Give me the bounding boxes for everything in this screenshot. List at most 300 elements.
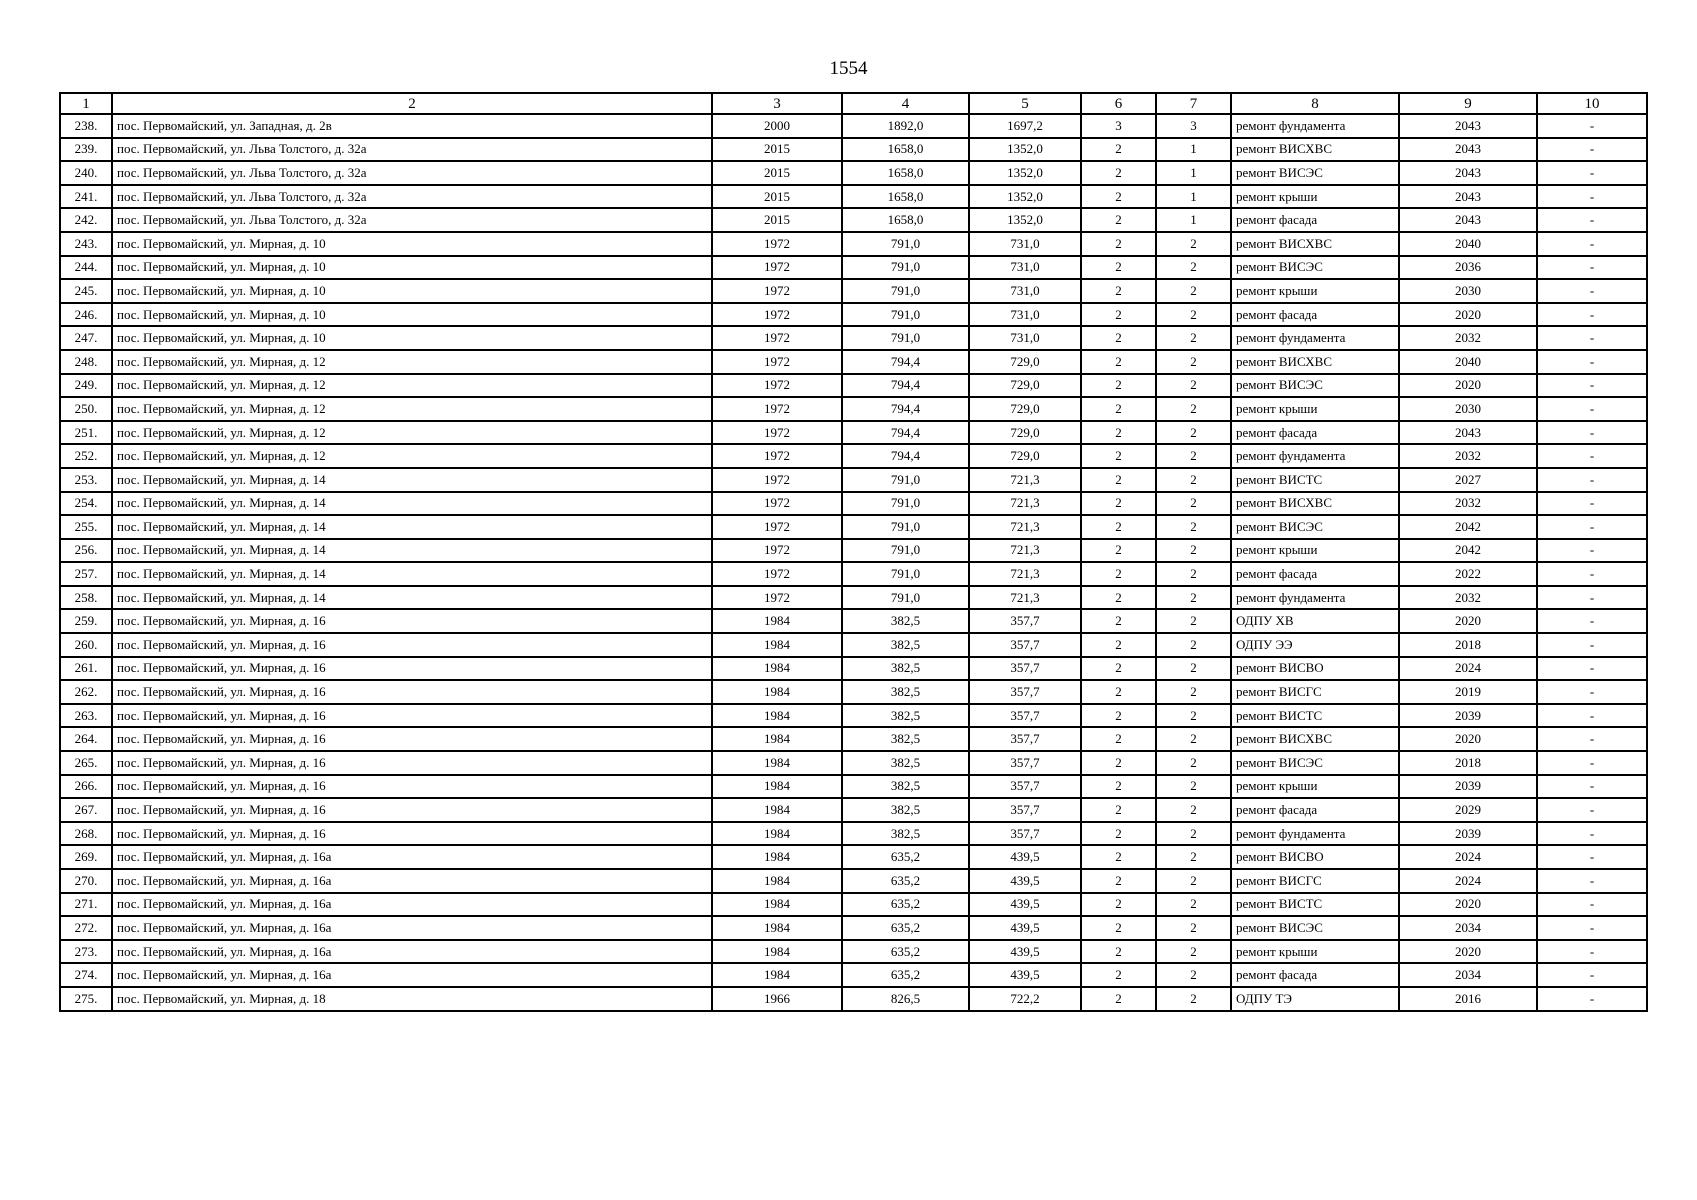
- row-number-cell: 253.: [60, 468, 112, 492]
- total-area-cell: 1658,0: [842, 185, 969, 209]
- total-area-cell: 791,0: [842, 539, 969, 563]
- living-area-cell: 721,3: [969, 492, 1081, 516]
- row-number-cell: 262.: [60, 680, 112, 704]
- note-cell: -: [1537, 987, 1647, 1011]
- address-cell: пос. Первомайский, ул. Мирная, д. 12: [112, 397, 712, 421]
- note-cell: -: [1537, 869, 1647, 893]
- work-type-cell: ремонт фундамента: [1231, 822, 1399, 846]
- row-number-cell: 240.: [60, 161, 112, 185]
- living-area-cell: 439,5: [969, 845, 1081, 869]
- living-area-cell: 357,7: [969, 680, 1081, 704]
- living-area-cell: 357,7: [969, 822, 1081, 846]
- total-area-cell: 1658,0: [842, 161, 969, 185]
- address-cell: пос. Первомайский, ул. Мирная, д. 14: [112, 515, 712, 539]
- row-number-cell: 242.: [60, 208, 112, 232]
- work-type-cell: ремонт ВИСТС: [1231, 468, 1399, 492]
- entrances-cell: 2: [1156, 326, 1231, 350]
- planned-year-cell: 2024: [1399, 845, 1537, 869]
- work-type-cell: ремонт крыши: [1231, 185, 1399, 209]
- row-number-cell: 241.: [60, 185, 112, 209]
- year-cell: 1972: [712, 539, 842, 563]
- living-area-cell: 729,0: [969, 374, 1081, 398]
- address-cell: пос. Первомайский, ул. Мирная, д. 16: [112, 657, 712, 681]
- table-row: [60, 987, 1647, 1011]
- work-type-cell: ремонт фундамента: [1231, 326, 1399, 350]
- total-area-cell: 1658,0: [842, 208, 969, 232]
- address-cell: пос. Первомайский, ул. Мирная, д. 16: [112, 633, 712, 657]
- floors-cell: 2: [1081, 680, 1156, 704]
- total-area-cell: 382,5: [842, 822, 969, 846]
- address-cell: пос. Первомайский, ул. Мирная, д. 12: [112, 374, 712, 398]
- address-cell: пос. Первомайский, ул. Мирная, д. 16: [112, 822, 712, 846]
- table-row: [60, 539, 1647, 563]
- living-area-cell: 731,0: [969, 326, 1081, 350]
- year-cell: 2000: [712, 114, 842, 138]
- living-area-cell: 729,0: [969, 350, 1081, 374]
- year-cell: 1984: [712, 869, 842, 893]
- address-cell: пос. Первомайский, ул. Мирная, д. 16: [112, 798, 712, 822]
- work-type-cell: ремонт фасада: [1231, 208, 1399, 232]
- address-cell: пос. Первомайский, ул. Мирная, д. 12: [112, 350, 712, 374]
- planned-year-cell: 2024: [1399, 869, 1537, 893]
- row-number-cell: 243.: [60, 232, 112, 256]
- planned-year-cell: 2042: [1399, 515, 1537, 539]
- total-area-cell: 794,4: [842, 397, 969, 421]
- work-type-cell: ремонт ВИСТС: [1231, 704, 1399, 728]
- entrances-cell: 2: [1156, 940, 1231, 964]
- planned-year-cell: 2040: [1399, 232, 1537, 256]
- column-number-row: [60, 93, 1647, 114]
- planned-year-cell: 2018: [1399, 633, 1537, 657]
- entrances-cell: 2: [1156, 562, 1231, 586]
- address-cell: пос. Первомайский, ул. Мирная, д. 10: [112, 326, 712, 350]
- note-cell: -: [1537, 208, 1647, 232]
- work-type-cell: ремонт ВИСЭС: [1231, 916, 1399, 940]
- entrances-cell: 1: [1156, 138, 1231, 162]
- table-row: [60, 232, 1647, 256]
- planned-year-cell: 2032: [1399, 326, 1537, 350]
- entrances-cell: 2: [1156, 963, 1231, 987]
- address-cell: пос. Первомайский, ул. Мирная, д. 16: [112, 775, 712, 799]
- entrances-cell: 2: [1156, 798, 1231, 822]
- total-area-cell: 791,0: [842, 515, 969, 539]
- planned-year-cell: 2043: [1399, 421, 1537, 445]
- row-number-cell: 271.: [60, 893, 112, 917]
- planned-year-cell: 2034: [1399, 916, 1537, 940]
- floors-cell: 2: [1081, 421, 1156, 445]
- work-type-cell: ремонт крыши: [1231, 539, 1399, 563]
- table-row: [60, 727, 1647, 751]
- address-cell: пос. Первомайский, ул. Мирная, д. 16а: [112, 916, 712, 940]
- planned-year-cell: 2040: [1399, 350, 1537, 374]
- column-header: 7: [1156, 93, 1231, 114]
- living-area-cell: 439,5: [969, 893, 1081, 917]
- page-number: 1554: [829, 58, 868, 79]
- living-area-cell: 439,5: [969, 940, 1081, 964]
- total-area-cell: 1892,0: [842, 114, 969, 138]
- row-number-cell: 247.: [60, 326, 112, 350]
- table-row: [60, 279, 1647, 303]
- work-type-cell: ремонт фасада: [1231, 421, 1399, 445]
- table-row: [60, 374, 1647, 398]
- living-area-cell: 731,0: [969, 256, 1081, 280]
- address-cell: пос. Первомайский, ул. Мирная, д. 14: [112, 492, 712, 516]
- work-type-cell: ремонт фасада: [1231, 798, 1399, 822]
- planned-year-cell: 2018: [1399, 751, 1537, 775]
- entrances-cell: 2: [1156, 256, 1231, 280]
- note-cell: -: [1537, 775, 1647, 799]
- planned-year-cell: 2043: [1399, 114, 1537, 138]
- work-type-cell: ремонт ВИСХВС: [1231, 350, 1399, 374]
- floors-cell: 2: [1081, 727, 1156, 751]
- year-cell: 1972: [712, 468, 842, 492]
- entrances-cell: 2: [1156, 916, 1231, 940]
- table-row: [60, 303, 1647, 327]
- total-area-cell: 382,5: [842, 704, 969, 728]
- address-cell: пос. Первомайский, ул. Мирная, д. 10: [112, 232, 712, 256]
- entrances-cell: 3: [1156, 114, 1231, 138]
- floors-cell: 2: [1081, 845, 1156, 869]
- work-type-cell: ремонт фасада: [1231, 963, 1399, 987]
- living-area-cell: 721,3: [969, 468, 1081, 492]
- living-area-cell: 721,3: [969, 586, 1081, 610]
- year-cell: 1984: [712, 751, 842, 775]
- entrances-cell: 1: [1156, 208, 1231, 232]
- entrances-cell: 2: [1156, 987, 1231, 1011]
- work-type-cell: ремонт ВИСВО: [1231, 657, 1399, 681]
- table-row: [60, 492, 1647, 516]
- note-cell: -: [1537, 114, 1647, 138]
- year-cell: 1972: [712, 515, 842, 539]
- entrances-cell: 2: [1156, 609, 1231, 633]
- note-cell: -: [1537, 256, 1647, 280]
- note-cell: -: [1537, 704, 1647, 728]
- note-cell: -: [1537, 822, 1647, 846]
- note-cell: -: [1537, 657, 1647, 681]
- total-area-cell: 791,0: [842, 232, 969, 256]
- row-number-cell: 252.: [60, 444, 112, 468]
- note-cell: -: [1537, 279, 1647, 303]
- planned-year-cell: 2024: [1399, 657, 1537, 681]
- year-cell: 1984: [712, 845, 842, 869]
- year-cell: 1984: [712, 680, 842, 704]
- address-cell: пос. Первомайский, ул. Мирная, д. 16: [112, 609, 712, 633]
- floors-cell: 2: [1081, 374, 1156, 398]
- planned-year-cell: 2032: [1399, 586, 1537, 610]
- work-type-cell: ремонт крыши: [1231, 279, 1399, 303]
- work-type-cell: ремонт ВИСХВС: [1231, 232, 1399, 256]
- living-area-cell: 1697,2: [969, 114, 1081, 138]
- address-cell: пос. Первомайский, ул. Мирная, д. 14: [112, 468, 712, 492]
- row-number-cell: 254.: [60, 492, 112, 516]
- floors-cell: 2: [1081, 279, 1156, 303]
- planned-year-cell: 2030: [1399, 397, 1537, 421]
- entrances-cell: 2: [1156, 845, 1231, 869]
- total-area-cell: 635,2: [842, 893, 969, 917]
- total-area-cell: 791,0: [842, 586, 969, 610]
- floors-cell: 2: [1081, 515, 1156, 539]
- work-type-cell: ремонт ВИСХВС: [1231, 138, 1399, 162]
- address-cell: пос. Первомайский, ул. Мирная, д. 14: [112, 586, 712, 610]
- living-area-cell: 729,0: [969, 444, 1081, 468]
- address-cell: пос. Первомайский, ул. Мирная, д. 10: [112, 279, 712, 303]
- year-cell: 1984: [712, 657, 842, 681]
- table-row: [60, 609, 1647, 633]
- table-row: [60, 798, 1647, 822]
- note-cell: -: [1537, 397, 1647, 421]
- entrances-cell: 2: [1156, 515, 1231, 539]
- note-cell: -: [1537, 963, 1647, 987]
- entrances-cell: 1: [1156, 185, 1231, 209]
- living-area-cell: 357,7: [969, 633, 1081, 657]
- column-header: 9: [1399, 93, 1537, 114]
- year-cell: 2015: [712, 208, 842, 232]
- row-number-cell: 249.: [60, 374, 112, 398]
- living-area-cell: 721,3: [969, 562, 1081, 586]
- table-row: [60, 845, 1647, 869]
- address-cell: пос. Первомайский, ул. Мирная, д. 12: [112, 421, 712, 445]
- entrances-cell: 2: [1156, 468, 1231, 492]
- floors-cell: 2: [1081, 161, 1156, 185]
- total-area-cell: 635,2: [842, 869, 969, 893]
- address-cell: пос. Первомайский, ул. Мирная, д. 18: [112, 987, 712, 1011]
- floors-cell: 2: [1081, 232, 1156, 256]
- table-row: [60, 114, 1647, 138]
- total-area-cell: 794,4: [842, 444, 969, 468]
- year-cell: 1966: [712, 987, 842, 1011]
- year-cell: 1984: [712, 609, 842, 633]
- address-cell: пос. Первомайский, ул. Мирная, д. 16: [112, 727, 712, 751]
- note-cell: -: [1537, 421, 1647, 445]
- row-number-cell: 272.: [60, 916, 112, 940]
- address-cell: пос. Первомайский, ул. Льва Толстого, д. 32а: [112, 185, 712, 209]
- note-cell: -: [1537, 515, 1647, 539]
- entrances-cell: 2: [1156, 492, 1231, 516]
- living-area-cell: 357,7: [969, 798, 1081, 822]
- total-area-cell: 794,4: [842, 374, 969, 398]
- living-area-cell: 357,7: [969, 704, 1081, 728]
- address-cell: пос. Первомайский, ул. Мирная, д. 12: [112, 444, 712, 468]
- column-header: 3: [712, 93, 842, 114]
- work-type-cell: ремонт ВИСЭС: [1231, 256, 1399, 280]
- year-cell: 1984: [712, 916, 842, 940]
- floors-cell: 2: [1081, 586, 1156, 610]
- row-number-cell: 259.: [60, 609, 112, 633]
- column-header: 8: [1231, 93, 1399, 114]
- living-area-cell: 357,7: [969, 727, 1081, 751]
- total-area-cell: 635,2: [842, 963, 969, 987]
- address-cell: пос. Первомайский, ул. Западная, д. 2в: [112, 114, 712, 138]
- floors-cell: 2: [1081, 775, 1156, 799]
- year-cell: 1972: [712, 232, 842, 256]
- entrances-cell: 2: [1156, 893, 1231, 917]
- table-row: [60, 751, 1647, 775]
- work-type-cell: ремонт фундамента: [1231, 114, 1399, 138]
- note-cell: -: [1537, 492, 1647, 516]
- column-header: 2: [112, 93, 712, 114]
- note-cell: -: [1537, 161, 1647, 185]
- entrances-cell: 2: [1156, 421, 1231, 445]
- floors-cell: 2: [1081, 185, 1156, 209]
- address-cell: пос. Первомайский, ул. Мирная, д. 16: [112, 680, 712, 704]
- entrances-cell: 2: [1156, 374, 1231, 398]
- address-cell: пос. Первомайский, ул. Мирная, д. 16а: [112, 845, 712, 869]
- year-cell: 1972: [712, 374, 842, 398]
- living-area-cell: 1352,0: [969, 138, 1081, 162]
- note-cell: -: [1537, 727, 1647, 751]
- address-cell: пос. Первомайский, ул. Мирная, д. 14: [112, 539, 712, 563]
- year-cell: 1972: [712, 279, 842, 303]
- table-row: [60, 893, 1647, 917]
- row-number-cell: 264.: [60, 727, 112, 751]
- entrances-cell: 2: [1156, 751, 1231, 775]
- living-area-cell: 1352,0: [969, 208, 1081, 232]
- note-cell: -: [1537, 940, 1647, 964]
- work-type-cell: ремонт крыши: [1231, 775, 1399, 799]
- note-cell: -: [1537, 138, 1647, 162]
- column-header: 6: [1081, 93, 1156, 114]
- total-area-cell: 791,0: [842, 279, 969, 303]
- living-area-cell: 731,0: [969, 232, 1081, 256]
- total-area-cell: 791,0: [842, 303, 969, 327]
- year-cell: 1984: [712, 893, 842, 917]
- note-cell: -: [1537, 562, 1647, 586]
- table-row: [60, 421, 1647, 445]
- row-number-cell: 275.: [60, 987, 112, 1011]
- address-cell: пос. Первомайский, ул. Мирная, д. 16: [112, 704, 712, 728]
- floors-cell: 2: [1081, 916, 1156, 940]
- entrances-cell: 2: [1156, 279, 1231, 303]
- floors-cell: 2: [1081, 893, 1156, 917]
- row-number-cell: 255.: [60, 515, 112, 539]
- year-cell: 1972: [712, 303, 842, 327]
- work-type-cell: ремонт ВИСЭС: [1231, 161, 1399, 185]
- year-cell: 1972: [712, 562, 842, 586]
- table-row: [60, 350, 1647, 374]
- floors-cell: 2: [1081, 468, 1156, 492]
- living-area-cell: 439,5: [969, 916, 1081, 940]
- work-type-cell: ремонт ВИСХВС: [1231, 727, 1399, 751]
- work-type-cell: ремонт ВИСТС: [1231, 893, 1399, 917]
- work-type-cell: ремонт ВИСГС: [1231, 869, 1399, 893]
- floors-cell: 2: [1081, 822, 1156, 846]
- floors-cell: 2: [1081, 444, 1156, 468]
- row-number-cell: 258.: [60, 586, 112, 610]
- entrances-cell: 2: [1156, 350, 1231, 374]
- year-cell: 2015: [712, 185, 842, 209]
- note-cell: -: [1537, 893, 1647, 917]
- year-cell: 2015: [712, 138, 842, 162]
- row-number-cell: 238.: [60, 114, 112, 138]
- work-type-cell: ремонт ВИСГС: [1231, 680, 1399, 704]
- entrances-cell: 2: [1156, 303, 1231, 327]
- living-area-cell: 357,7: [969, 775, 1081, 799]
- entrances-cell: 2: [1156, 633, 1231, 657]
- total-area-cell: 791,0: [842, 326, 969, 350]
- floors-cell: 2: [1081, 869, 1156, 893]
- row-number-cell: 245.: [60, 279, 112, 303]
- total-area-cell: 791,0: [842, 256, 969, 280]
- work-type-cell: ремонт фундамента: [1231, 444, 1399, 468]
- row-number-cell: 248.: [60, 350, 112, 374]
- planned-year-cell: 2029: [1399, 798, 1537, 822]
- work-type-cell: ремонт ВИСВО: [1231, 845, 1399, 869]
- planned-year-cell: 2043: [1399, 161, 1537, 185]
- address-cell: пос. Первомайский, ул. Мирная, д. 16а: [112, 893, 712, 917]
- planned-year-cell: 2020: [1399, 893, 1537, 917]
- table-row: [60, 562, 1647, 586]
- address-cell: пос. Первомайский, ул. Льва Толстого, д. 32а: [112, 138, 712, 162]
- note-cell: -: [1537, 845, 1647, 869]
- address-cell: пос. Первомайский, ул. Мирная, д. 10: [112, 303, 712, 327]
- total-area-cell: 382,5: [842, 609, 969, 633]
- row-number-cell: 246.: [60, 303, 112, 327]
- year-cell: 1984: [712, 727, 842, 751]
- entrances-cell: 2: [1156, 586, 1231, 610]
- total-area-cell: 794,4: [842, 421, 969, 445]
- planned-year-cell: 2039: [1399, 822, 1537, 846]
- year-cell: 1972: [712, 397, 842, 421]
- year-cell: 1984: [712, 940, 842, 964]
- floors-cell: 2: [1081, 303, 1156, 327]
- floors-cell: 3: [1081, 114, 1156, 138]
- row-number-cell: 270.: [60, 869, 112, 893]
- work-type-cell: ремонт ВИСЭС: [1231, 515, 1399, 539]
- year-cell: 1972: [712, 492, 842, 516]
- floors-cell: 2: [1081, 657, 1156, 681]
- row-number-cell: 261.: [60, 657, 112, 681]
- address-cell: пос. Первомайский, ул. Льва Толстого, д. 32а: [112, 208, 712, 232]
- year-cell: 1984: [712, 798, 842, 822]
- entrances-cell: 2: [1156, 444, 1231, 468]
- living-area-cell: 729,0: [969, 397, 1081, 421]
- total-area-cell: 382,5: [842, 657, 969, 681]
- entrances-cell: 2: [1156, 727, 1231, 751]
- work-type-cell: ремонт ВИСХВС: [1231, 492, 1399, 516]
- row-number-cell: 239.: [60, 138, 112, 162]
- planned-year-cell: 2020: [1399, 940, 1537, 964]
- row-number-cell: 265.: [60, 751, 112, 775]
- floors-cell: 2: [1081, 987, 1156, 1011]
- note-cell: -: [1537, 326, 1647, 350]
- planned-year-cell: 2043: [1399, 138, 1537, 162]
- total-area-cell: 382,5: [842, 775, 969, 799]
- table-row: [60, 940, 1647, 964]
- year-cell: 1972: [712, 586, 842, 610]
- planned-year-cell: 2034: [1399, 963, 1537, 987]
- planned-year-cell: 2043: [1399, 185, 1537, 209]
- column-header: 5: [969, 93, 1081, 114]
- work-type-cell: ремонт крыши: [1231, 397, 1399, 421]
- floors-cell: 2: [1081, 633, 1156, 657]
- table-row: [60, 256, 1647, 280]
- note-cell: -: [1537, 633, 1647, 657]
- living-area-cell: 439,5: [969, 869, 1081, 893]
- year-cell: 1984: [712, 822, 842, 846]
- work-type-cell: ремонт фасада: [1231, 303, 1399, 327]
- planned-year-cell: 2016: [1399, 987, 1537, 1011]
- floors-cell: 2: [1081, 609, 1156, 633]
- floors-cell: 2: [1081, 539, 1156, 563]
- table-row: [60, 680, 1647, 704]
- row-number-cell: 273.: [60, 940, 112, 964]
- table-row: [60, 963, 1647, 987]
- year-cell: 1984: [712, 704, 842, 728]
- note-cell: -: [1537, 680, 1647, 704]
- entrances-cell: 2: [1156, 680, 1231, 704]
- living-area-cell: 357,7: [969, 609, 1081, 633]
- table-row: [60, 822, 1647, 846]
